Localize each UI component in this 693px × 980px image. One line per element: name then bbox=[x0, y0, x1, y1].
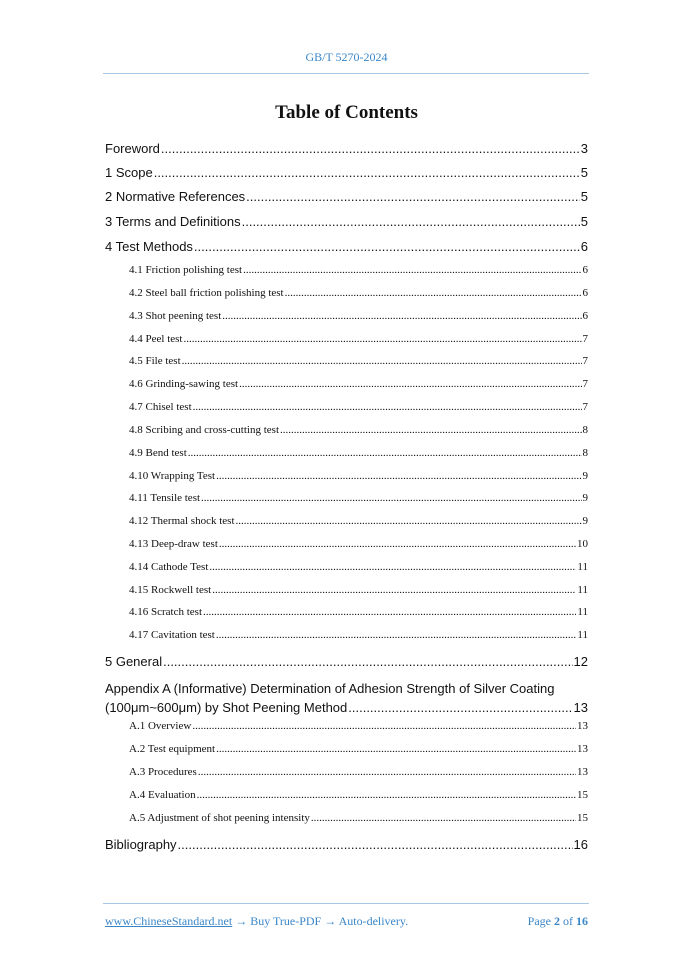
appendix-title-line2-row bbox=[105, 698, 588, 717]
toc-subentry[interactable] bbox=[105, 424, 588, 436]
toc-subentry[interactable] bbox=[105, 378, 588, 390]
toc-leader bbox=[239, 378, 581, 390]
header-divider bbox=[103, 73, 589, 74]
toc-label: 4.3 Shot peening test bbox=[129, 310, 222, 322]
toc-entry-scope[interactable] bbox=[105, 165, 588, 180]
toc-page: 6 bbox=[582, 310, 588, 322]
toc-page: 11 bbox=[577, 584, 588, 596]
page-indicator bbox=[528, 914, 588, 929]
site-link[interactable]: www.ChineseStandard.net bbox=[105, 914, 233, 928]
toc-leader bbox=[222, 310, 581, 322]
page-word: Page bbox=[527, 914, 551, 928]
toc-label: Foreword bbox=[105, 141, 160, 156]
toc-label: A.2 Test equipment bbox=[129, 743, 216, 755]
toc-leader bbox=[201, 492, 581, 504]
toc-page: 6 bbox=[582, 264, 588, 276]
toc-subentry[interactable] bbox=[105, 561, 588, 573]
footer-tagline: → Buy True-PDF → Auto-delivery. bbox=[232, 914, 409, 928]
toc-leader bbox=[311, 812, 576, 824]
toc-page: 5 bbox=[580, 189, 588, 204]
toc-entry-bibliography[interactable] bbox=[105, 837, 588, 852]
toc-label: 4.12 Thermal shock test bbox=[129, 515, 235, 527]
of-word: of bbox=[563, 914, 573, 928]
toc-page: 16 bbox=[573, 837, 588, 852]
toc-leader bbox=[182, 355, 582, 367]
current-page-number: 2 bbox=[554, 914, 560, 928]
toc-page: 13 bbox=[577, 743, 588, 755]
footer bbox=[105, 914, 588, 929]
toc-leader bbox=[183, 333, 581, 345]
toc-page: 13 bbox=[573, 700, 588, 715]
toc-page: 12 bbox=[573, 654, 588, 669]
toc-label: 4 Test Methods bbox=[105, 239, 193, 254]
toc-leader bbox=[209, 561, 576, 573]
toc-label: 4.4 Peel test bbox=[129, 333, 183, 345]
toc-leader bbox=[163, 654, 572, 669]
toc-subentry[interactable] bbox=[105, 743, 588, 755]
toc-subentry[interactable] bbox=[105, 766, 588, 778]
toc-leader bbox=[193, 401, 582, 413]
toc-label: 4.10 Wrapping Test bbox=[129, 470, 216, 482]
toc-leader bbox=[246, 189, 580, 204]
toc-label: 4.2 Steel ball friction polishing test bbox=[129, 287, 284, 299]
toc-page: 5 bbox=[580, 214, 588, 229]
toc-subentry[interactable] bbox=[105, 310, 588, 322]
total-pages: 16 bbox=[576, 914, 588, 928]
toc-label: 4.1 Friction polishing test bbox=[129, 264, 243, 276]
toc-page: 15 bbox=[577, 812, 588, 824]
toc-page: 3 bbox=[580, 141, 588, 156]
toc-leader bbox=[242, 214, 580, 229]
toc-subentry[interactable] bbox=[105, 333, 588, 345]
toc-label: A.5 Adjustment of shot peening intensity bbox=[129, 812, 310, 824]
toc-page: 7 bbox=[582, 401, 588, 413]
toc-label: 4.7 Chisel test bbox=[129, 401, 192, 413]
toc-label: A.3 Procedures bbox=[129, 766, 197, 778]
toc-label: 4.15 Rockwell test bbox=[129, 584, 212, 596]
toc-label: 2 Normative References bbox=[105, 189, 246, 204]
toc-leader bbox=[236, 515, 582, 527]
toc-leader bbox=[216, 629, 577, 641]
toc-leader bbox=[348, 698, 572, 717]
page-title: Table of Contents bbox=[275, 102, 418, 123]
toc-entry-terms[interactable] bbox=[105, 214, 588, 229]
footer-left bbox=[105, 914, 408, 929]
toc-subentry[interactable] bbox=[105, 492, 588, 504]
toc-leader bbox=[219, 538, 576, 550]
appendix-title-line1: Appendix A (Informative) Determination of Adhesion Strength of Silver Coating bbox=[105, 681, 555, 696]
toc-entry-general[interactable] bbox=[105, 654, 588, 669]
toc-subentry[interactable] bbox=[105, 447, 588, 459]
toc-leader bbox=[216, 743, 576, 755]
toc-label: 4.8 Scribing and cross-cutting test bbox=[129, 424, 280, 436]
toc-leader bbox=[161, 141, 580, 156]
toc-label: A.4 Evaluation bbox=[129, 789, 196, 801]
toc-leader bbox=[203, 606, 576, 618]
toc-page: 9 bbox=[582, 515, 588, 527]
toc-leader bbox=[194, 239, 580, 254]
toc-leader bbox=[192, 720, 576, 732]
toc-label: 4.17 Cavitation test bbox=[129, 629, 215, 641]
toc-page: 10 bbox=[577, 538, 588, 550]
toc-label: Bibliography bbox=[105, 837, 177, 852]
toc-page: 8 bbox=[582, 447, 588, 459]
toc-subentry[interactable] bbox=[105, 812, 588, 824]
toc-label: 1 Scope bbox=[105, 165, 153, 180]
toc-label: A.1 Overview bbox=[129, 720, 192, 732]
toc-page: 11 bbox=[577, 606, 588, 618]
toc-page: 9 bbox=[582, 470, 588, 482]
toc-leader bbox=[197, 789, 576, 801]
toc-page: 11 bbox=[577, 629, 588, 641]
toc-subentry[interactable] bbox=[105, 538, 588, 550]
toc-label: 4.11 Tensile test bbox=[129, 492, 201, 504]
toc-leader bbox=[285, 287, 582, 299]
toc-label: 4.14 Cathode Test bbox=[129, 561, 209, 573]
toc-subentry[interactable] bbox=[105, 264, 588, 276]
toc-page: 5 bbox=[580, 165, 588, 180]
toc-subentry[interactable] bbox=[105, 720, 588, 732]
toc-page: 7 bbox=[582, 378, 588, 390]
toc-entry-normative-references[interactable] bbox=[105, 189, 588, 204]
toc-leader bbox=[280, 424, 581, 436]
toc-leader bbox=[198, 766, 576, 778]
toc-label: 4.6 Grinding-sawing test bbox=[129, 378, 239, 390]
toc-label: 4.13 Deep-draw test bbox=[129, 538, 218, 550]
toc-page: 13 bbox=[577, 766, 588, 778]
toc-page: 11 bbox=[577, 561, 588, 573]
footer-divider bbox=[103, 903, 589, 904]
toc-leader bbox=[243, 264, 581, 276]
toc-subentry[interactable] bbox=[105, 470, 588, 482]
toc-subentry[interactable] bbox=[105, 584, 588, 596]
toc-subentry[interactable] bbox=[105, 629, 588, 641]
toc-leader bbox=[154, 165, 580, 180]
toc-leader bbox=[178, 837, 573, 852]
toc-subentry[interactable] bbox=[105, 287, 588, 299]
toc-label: 4.9 Bend test bbox=[129, 447, 187, 459]
toc-page: 6 bbox=[582, 287, 588, 299]
header-doc-id: GB/T 5270-2024 bbox=[305, 50, 388, 64]
toc-label: 4.16 Scratch test bbox=[129, 606, 203, 618]
toc-page: 7 bbox=[582, 355, 588, 367]
toc-page: 6 bbox=[580, 239, 588, 254]
toc-subentry[interactable] bbox=[105, 789, 588, 801]
toc-entry-foreword[interactable] bbox=[105, 141, 588, 156]
toc-leader bbox=[188, 447, 582, 459]
toc-entry-appendix-a[interactable] bbox=[105, 679, 588, 717]
toc-label: 3 Terms and Definitions bbox=[105, 214, 241, 229]
appendix-title-line2: (100μm~600μm) by Shot Peening Method bbox=[105, 700, 348, 715]
toc-leader bbox=[212, 584, 576, 596]
toc-subentry[interactable] bbox=[105, 515, 588, 527]
toc-subentry[interactable] bbox=[105, 355, 588, 367]
toc-entry-test-methods[interactable] bbox=[105, 239, 588, 254]
toc-leader bbox=[216, 470, 581, 482]
toc-label: 4.5 File test bbox=[129, 355, 181, 367]
toc-page: 8 bbox=[582, 424, 588, 436]
toc-subentry[interactable] bbox=[105, 606, 588, 618]
toc-subentry[interactable] bbox=[105, 401, 588, 413]
toc-page: 13 bbox=[577, 720, 588, 732]
toc-label: 5 General bbox=[105, 654, 163, 669]
toc-page: 9 bbox=[582, 492, 588, 504]
toc-page: 7 bbox=[582, 333, 588, 345]
toc-page: 15 bbox=[577, 789, 588, 801]
